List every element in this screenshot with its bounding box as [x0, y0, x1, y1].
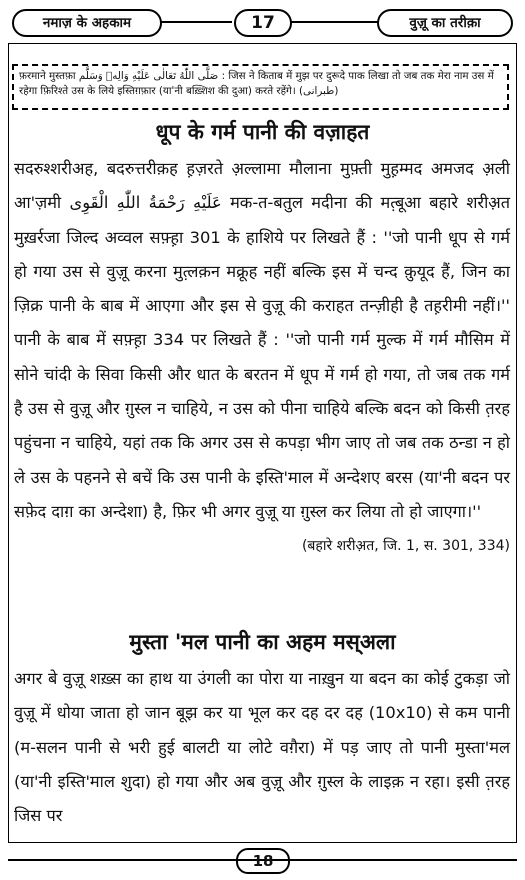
section-heading-2: मुस्ता 'मल पानी का अहम मस्अला: [129, 630, 396, 654]
hadith-note-box: [12, 64, 509, 110]
header-rule-left: [160, 21, 232, 23]
page-number: 17: [234, 9, 292, 37]
section-2-body: [14, 662, 510, 833]
section-1-body: [14, 152, 510, 564]
page: [8, 6, 517, 874]
footer-page-number: 18: [236, 848, 290, 874]
section-1-paragraph: सदरुश्शरीअह, बदरुत्तरीक़ह ह़ज़रते अ़ल्लामा मौलाना मुफ़्ती मुह़म्मद अमजद अ़ली आ'ज़मी عَلَيْهِ رَحْمَةُ اللّٰهِ الْقَوِی मक-त-बतुल मदीना की मत़्बूआ बहारे शरीअ़त मुख़र्रजा जिल्द अव्वल सफ़्ह़ा 301 के हाशिये पर लिखते हैं : ''जो पानी धूप से गर्म हो गया उस से वुज़ू करना मुत़्लक़न मक्रूह नहीं बल्कि इस में चन्द क़ुयूद हैं, जिन का ज़िक्र पानी के बाब में आएगा और इस से वुज़ू की कराहत तन्ज़ीही है तह़रीमी नहीं।'' पानी के बाब में सफ़्ह़ा 334 पर लिखते हैं : ''जो पानी गर्म मुल्क में गर्म मौसिम में सोने चांदी के सिवा किसी और धात के बरतन में धूप में गर्म हो गया, तो जब तक गर्म है उस से वुज़ू और ग़ुस्ल न चाहिये, न उस को पीना चाहिये बल्कि बदन को किसी त़रह पहुंचना न चाहिये, यहां तक कि अगर उस से कपड़ा भीग जाए तो जब तक ठन्डा न हो ले उस के पहनने से बचें कि उस पानी के इस्ति'माल में अन्देशए बरस (या'नी बदन पर सफ़ेद दाग़ का अन्देशा) है, फ़िर भी अगर वुज़ू या ग़ुस्ल कर लिया तो हो जाएगा।'': [14, 159, 511, 521]
reference: (बहारे शरीअ़त, जि. 1, स. 301, 334): [301, 538, 510, 555]
section-heading-1: धूप के गर्म पानी की वज़ाहत: [155, 120, 370, 144]
chapter-title: नमाज़ के अहकाम: [12, 9, 162, 37]
hadith-note-text: फ़रमाने मुस्तफ़ा صَلَّى اللّٰهُ تَعَالٰى عَلَيْهِ وَالِهٖ وَسَلَّم : जिस ने किताब में मुझ पर दुरूदे पाक लिखा तो जब तक मेरा नाम उस में रहेगा फ़िरिश्ते उस के लिये इस्तिग़फ़ार (या'नी बख़्शिश की दुआ) करते रहेंगे। (طبرانی): [19, 70, 494, 97]
header: [8, 6, 517, 38]
header-rule-right: [290, 21, 381, 23]
section-2-paragraph: अगर बे वुज़ू शख़्स का हाथ या उंगली का पोरा या नाख़ुन या बदन का कोई टुकड़ा जो वुज़ू में धोया जाता हो जान बूझ कर या भूल कर दह दर दह (10x10) से कम पानी (म-सलन पानी से भरी हुई बालटी या लोटे वग़ैरा) में पड़ जाए तो पानी मुस्ता'मल (या'नी इस्ति'माल शुदा) हो गया और अब वुज़ू और ग़ुस्ल के लाइक़ न रहा। इसी त़रह जिस पर: [14, 669, 510, 826]
section-title: वुज़ू का तरीक़ा: [377, 9, 513, 37]
